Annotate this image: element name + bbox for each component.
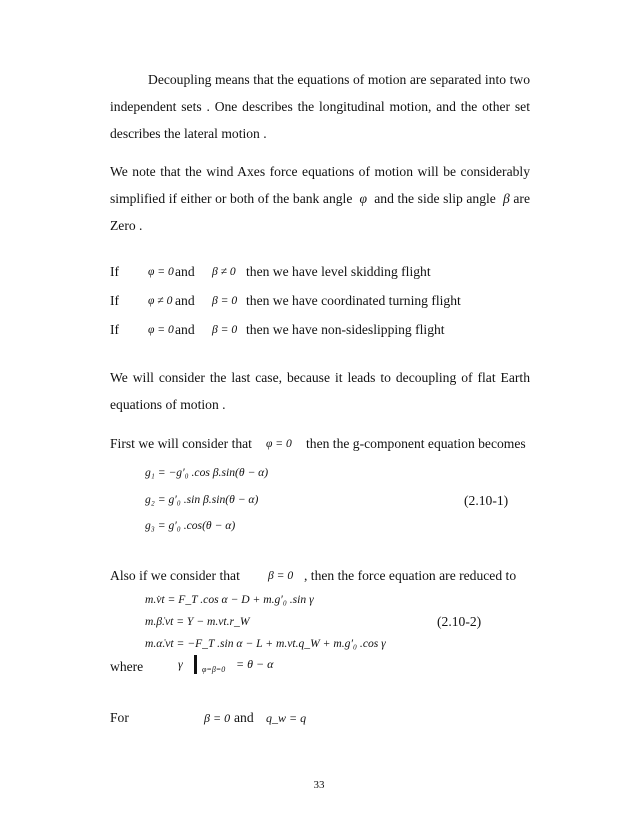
case-and: and	[175, 322, 195, 337]
case-phi-condition: φ = 0	[148, 265, 174, 278]
wind-axes-text-b: and the side slip angle	[370, 191, 500, 206]
case-and: and	[175, 293, 195, 308]
equation-force-2: m.β̇.vt = Y − m.vt.r_W	[145, 615, 250, 628]
equation-tag-2-10-2: (2.10-2)	[437, 614, 482, 629]
case-description: then we have coordinated turning flight	[246, 293, 461, 308]
case-if: If	[110, 293, 120, 308]
equation-tag-2-10-1: (2.10-1)	[464, 493, 509, 508]
case-row	[110, 287, 570, 316]
gamma-subscript: φ=β=0	[202, 665, 226, 674]
also-lead-text: Also if we consider that	[110, 568, 240, 583]
case-phi-condition: φ ≠ 0	[148, 294, 173, 307]
case-if: If	[110, 264, 120, 279]
case-beta-condition: β = 0	[212, 323, 238, 336]
first-phi-condition: φ = 0	[266, 437, 292, 450]
gamma-symbol: γ	[178, 657, 183, 671]
case-beta-condition: β ≠ 0	[212, 265, 236, 278]
case-beta-condition: β = 0	[212, 294, 238, 307]
for-label: For	[110, 710, 129, 725]
first-condition-line	[110, 434, 526, 454]
case-if: If	[110, 322, 120, 337]
case-description: then we have level skidding flight	[246, 264, 431, 279]
for-beta-condition: β = 0	[204, 711, 231, 725]
equation-force-3: m.α̇.vt = −F_T .sin α − L + m.vt.q_W + m.g′₀ .cos γ	[145, 637, 386, 650]
case-and: and	[175, 264, 195, 279]
also-rest-text: , then the force equation are reduced to	[304, 568, 517, 583]
where-label: where	[110, 659, 144, 674]
for-and: and	[234, 710, 254, 725]
paragraph-wind-axes	[110, 158, 530, 239]
page-number: 33	[313, 779, 325, 791]
wind-axes-text-a: We note that the wind Axes force equations of motion will be considerably simplified if either or both of the bank angle	[110, 164, 530, 206]
for-q-condition: q_w = q	[266, 711, 307, 725]
case-phi-condition: φ = 0	[148, 323, 174, 336]
paragraph-decoupling: Decoupling means that the equations of motion are separated into two independent sets . One describes the longitudinal motion, and the other set describes the lateral motion .	[110, 72, 530, 141]
evaluation-bar	[194, 655, 197, 674]
paragraph-last-case: We will consider the last case, because it leads to decoupling of flat Earth equations of motion .	[110, 370, 530, 412]
wind-axes-text-c: are Zero .	[110, 191, 530, 233]
case-description: then we have non-sideslipping flight	[246, 322, 445, 337]
equation-g3: g₃ = g′₀ .cos(θ − α)	[145, 519, 236, 532]
equation-g1: g₁ = −g′₀ .cos β.sin(θ − α)	[145, 466, 269, 479]
also-beta-condition: β = 0	[268, 569, 294, 582]
phi-symbol: φ	[359, 191, 368, 206]
equation-force-1: m.v̇t = F_T .cos α − D + m.g′₀ .sin γ	[145, 593, 314, 606]
beta-symbol: β	[503, 191, 510, 206]
flight-cases	[110, 258, 570, 345]
equation-g2: g₂ = g′₀ .sin β.sin(θ − α)	[145, 493, 259, 506]
case-row	[110, 316, 570, 345]
gamma-rhs: = θ − α	[236, 657, 274, 671]
first-lead-text: First we will consider that	[110, 436, 252, 451]
case-row	[110, 258, 570, 287]
first-rest-text: then the g-component equation becomes	[306, 436, 526, 451]
